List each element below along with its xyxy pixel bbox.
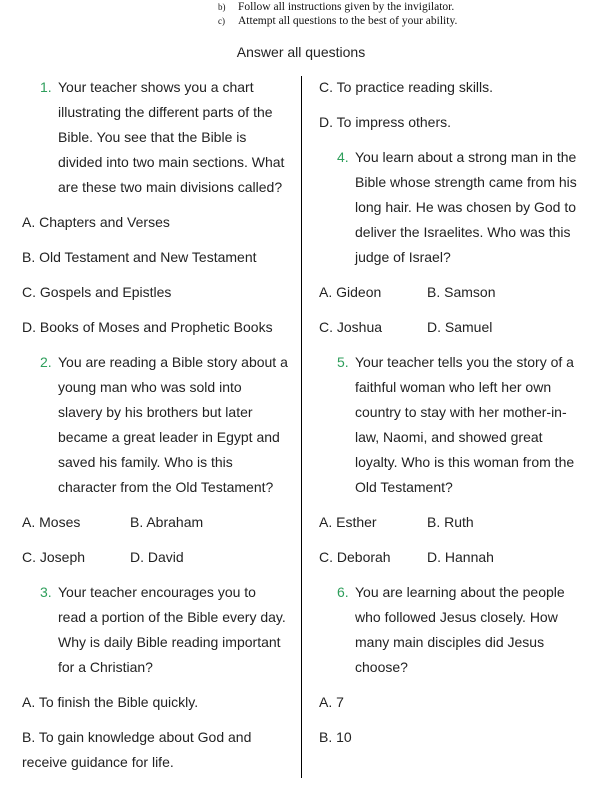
q5-option-d[interactable]: D. Hannah xyxy=(427,549,494,565)
question-5 xyxy=(337,350,577,500)
question-number: 1. xyxy=(40,79,52,95)
q6-option-b[interactable]: B. 10 xyxy=(319,729,352,745)
question-4 xyxy=(337,145,577,270)
question-number: 3. xyxy=(40,584,52,600)
q4-option-d[interactable]: D. Samuel xyxy=(427,319,493,335)
q2-option-c[interactable]: C. Joseph xyxy=(22,549,86,565)
instruction-c xyxy=(218,14,458,28)
q4-option-c[interactable]: C. Joshua xyxy=(319,319,383,335)
question-number: 5. xyxy=(337,354,349,370)
instruction-b-text: Follow all instructions given by the invigilator. xyxy=(238,1,455,13)
question-number: 6. xyxy=(337,584,349,600)
question-6 xyxy=(337,580,577,680)
q2-option-b[interactable]: B. Abraham xyxy=(130,514,204,530)
q1-option-b[interactable]: B. Old Testament and New Testament xyxy=(22,249,257,265)
section-title: Answer all questions xyxy=(236,44,366,60)
question-text: Your teacher tells you the story of a faithful woman who left her own country to stay with her mother-in-law, Naomi, and showed great loyalty. Who is this woman from the Old Testament? xyxy=(355,354,575,495)
question-text: Your teacher encourages you to read a portion of the Bible every day. Why is daily Bible reading important for a Christian? xyxy=(58,584,286,675)
question-text: You learn about a strong man in the Bible whose strength came from his long hair. He was chosen by God to deliver the Israelites. Who was this judge of Israel? xyxy=(355,149,577,265)
q1-option-c[interactable]: C. Gospels and Epistles xyxy=(22,284,172,300)
q3-option-b[interactable]: B. To gain knowledge about God and receive guidance for life. xyxy=(22,729,252,770)
question-number: 2. xyxy=(40,354,52,370)
instruction-c-label: c) xyxy=(218,16,225,26)
question-text: Your teacher shows you a chart illustrating the different parts of the Bible. You see that the Bible is divided into two main sections. What are these two main divisions called? xyxy=(58,79,285,195)
q1-option-d[interactable]: D. Books of Moses and Prophetic Books xyxy=(22,319,273,335)
q2-option-a[interactable]: A. Moses xyxy=(22,514,81,530)
q2-option-d[interactable]: D. David xyxy=(130,549,184,565)
question-1 xyxy=(40,75,286,200)
q6-option-a[interactable]: A. 7 xyxy=(319,694,344,710)
q3-option-a[interactable]: A. To finish the Bible quickly. xyxy=(22,694,199,710)
question-number: 4. xyxy=(337,149,349,165)
q3-option-d[interactable]: D. To impress others. xyxy=(319,114,452,130)
q4-option-a[interactable]: A. Gideon xyxy=(319,284,382,300)
q4-option-b[interactable]: B. Samson xyxy=(427,284,496,300)
instruction-c-text: Attempt all questions to the best of your ability. xyxy=(238,15,458,27)
column-divider xyxy=(301,76,302,778)
q5-option-b[interactable]: B. Ruth xyxy=(427,514,474,530)
instruction-b xyxy=(218,0,455,14)
q5-option-a[interactable]: A. Esther xyxy=(319,514,377,530)
q5-option-c[interactable]: C. Deborah xyxy=(319,549,391,565)
q3-option-c[interactable]: C. To practice reading skills. xyxy=(319,79,494,95)
instruction-b-label: b) xyxy=(218,2,226,12)
q1-option-a[interactable]: A. Chapters and Verses xyxy=(22,214,170,230)
question-text: You are learning about the people who followed Jesus closely. How many main disciples did Jesus choose? xyxy=(355,584,565,675)
question-3 xyxy=(40,580,286,680)
question-text: You are reading a Bible story about a young man who was sold into slavery by his brothers but later became a great leader in Egypt and saved his family. Who is this character from the Old Testament? xyxy=(58,354,288,495)
question-2 xyxy=(40,350,288,500)
